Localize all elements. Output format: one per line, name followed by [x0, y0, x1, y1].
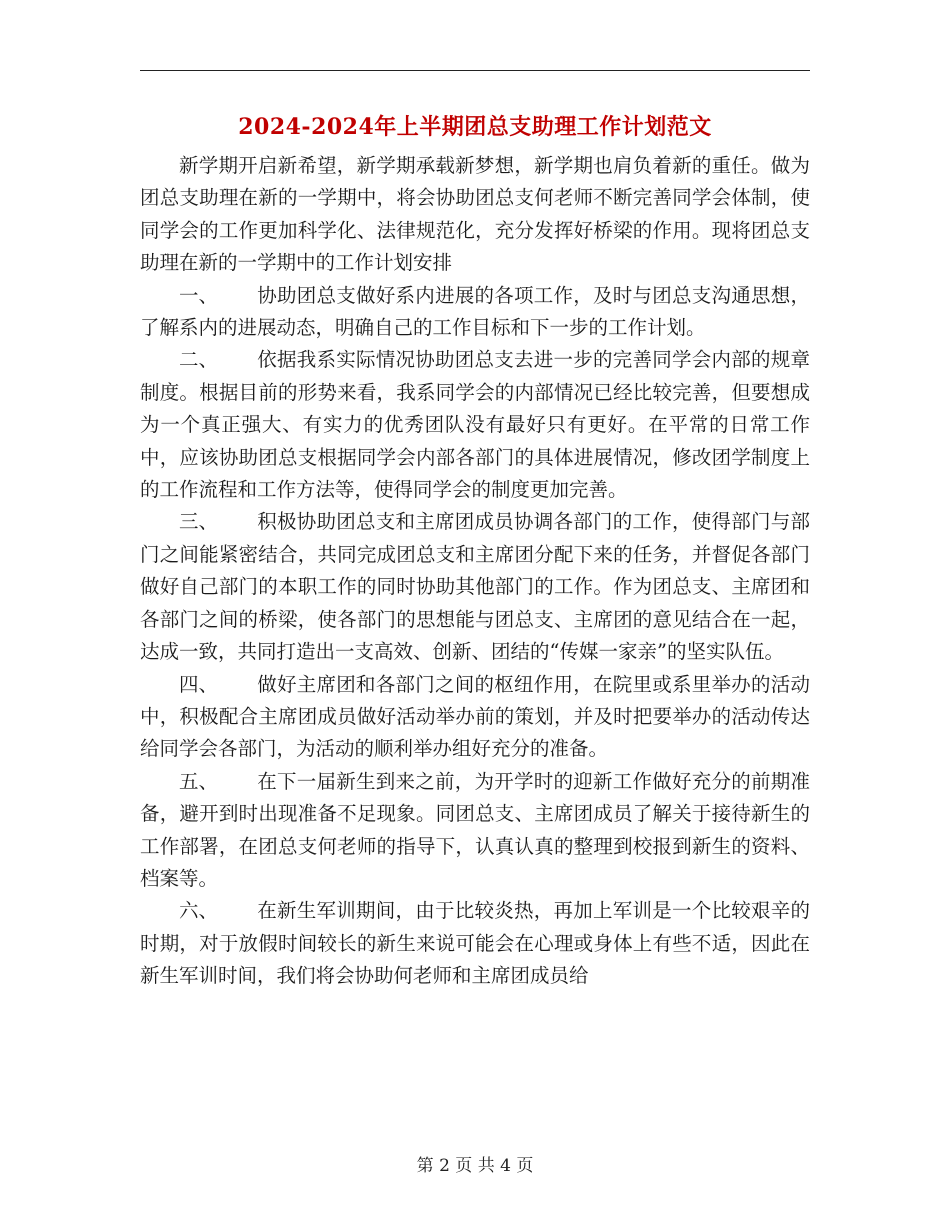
item-number: 一、: [179, 283, 219, 307]
item-number: 五、: [179, 769, 219, 793]
item-number: 二、: [179, 348, 219, 372]
item-text: 在新生军训期间，由于比较炎热，再加上军训是一个比较艰辛的时期，对于放假时间较长的新生来说可能会在心理或身体上有些不适，因此在新生军训时间，我们将会协助何老师和主席团成员给: [140, 899, 810, 988]
item-number: 四、: [179, 672, 219, 696]
list-item: [140, 506, 810, 668]
list-item: [140, 669, 810, 766]
page-footer: [0, 1154, 950, 1178]
footer-current-page: 2: [439, 1156, 450, 1176]
footer-prefix: 第: [416, 1156, 434, 1176]
item-number: 六、: [179, 899, 219, 923]
footer-suffix: 页: [516, 1156, 534, 1176]
header-rule: [140, 70, 810, 71]
list-item: [140, 344, 810, 506]
list-item: [140, 895, 810, 992]
list-item: [140, 766, 810, 896]
item-text: 依据我系实际情况协助团总支去进一步的完善同学会内部的规章制度。根据目前的形势来看，我系同学会的内部情况已经比较完善，但要想成为一个真正强大、有实力的优秀团队没有最好只有更好。在平常的日常工作中，应该协助团总支根据同学会内部各部门的具体进展情况，修改团学制度上的工作流程和工作方法等，使得同学会的制度更加完善。: [140, 348, 810, 502]
item-text: 做好主席团和各部门之间的枢纽作用，在院里或系里举办的活动中，积极配合主席团成员做好活动举办前的策划，并及时把要举办的活动传达给同学会各部门，为活动的顺利举办组好充分的准备。: [140, 672, 810, 761]
document-body: [140, 150, 810, 993]
footer-middle: 页 共: [455, 1156, 495, 1176]
item-number: 三、: [179, 510, 219, 534]
item-text: 在下一届新生到来之前，为开学时的迎新工作做好充分的前期准备，避开到时出现准备不足现象。同团总支、主席团成员了解关于接待新生的工作部署，在团总支何老师的指导下，认真认真的整理到校报到新生的资料、档案等。: [140, 769, 810, 890]
list-item: [140, 280, 810, 345]
intro-paragraph: 新学期开启新希望，新学期承载新梦想，新学期也肩负着新的重任。做为团总支助理在新的一学期中，将会协助团总支何老师不断完善同学会体制，使同学会的工作更加科学化、法律规范化，充分发挥好桥梁的作用。现将团总支助理在新的一学期中的工作计划安排: [140, 154, 810, 275]
item-text: 协助团总支做好系内进展的各项工作，及时与团总支沟通思想，了解系内的进展动态，明确自己的工作目标和下一步的工作计划。: [140, 283, 810, 340]
document-title: 2024-2024年上半期团总支助理工作计划范文: [238, 114, 712, 140]
footer-total-pages: 4: [500, 1156, 511, 1176]
item-text: 积极协助团总支和主席团成员协调各部门的工作，使得部门与部门之间能紧密结合，共同完成团总支和主席团分配下来的任务，并督促各部门做好自己部门的本职工作的同时协助其他部门的工作。作为团总支、主席团和各部门之间的桥梁，使各部门的思想能与团总支、主席团的意见结合在一起，达成一致，共同打造出一支高效、创新、团结的“传媒一家亲”的坚实队伍。: [140, 510, 810, 664]
